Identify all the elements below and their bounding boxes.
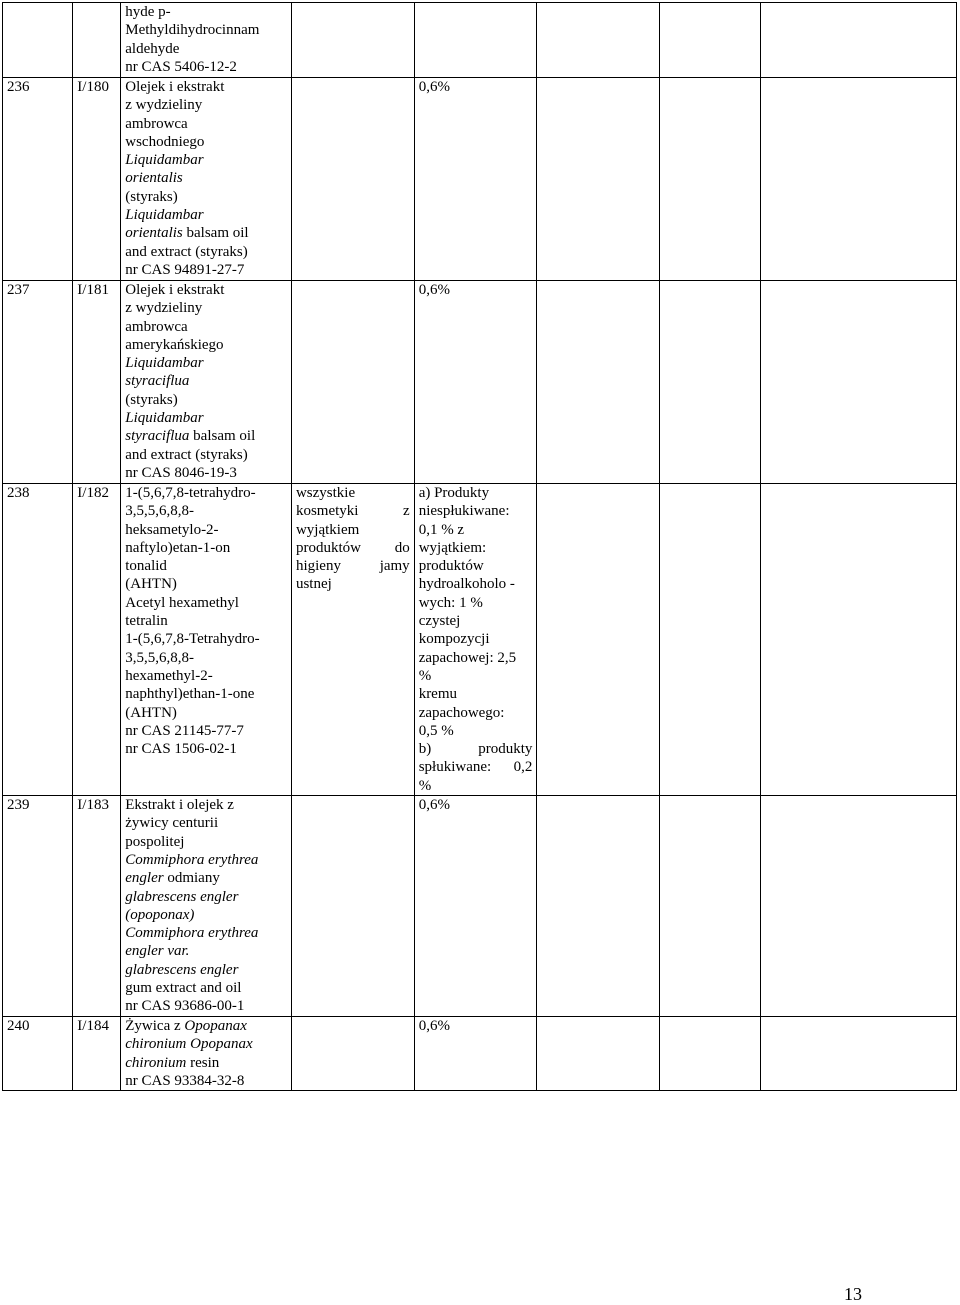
product-scope bbox=[291, 281, 414, 484]
max-concentration bbox=[414, 1017, 537, 1091]
substance-name bbox=[121, 484, 292, 796]
concentration-text: 0,5 % bbox=[418, 722, 454, 739]
substance-name-line bbox=[125, 851, 287, 869]
latin-name-text: orientalis bbox=[125, 170, 183, 187]
annex-reference bbox=[73, 78, 121, 281]
empty-cell bbox=[660, 1017, 760, 1091]
substance-name-line: hyde p- bbox=[125, 4, 171, 20]
name-text: heksametylo-2- bbox=[125, 521, 219, 538]
substance-name-line bbox=[125, 484, 287, 502]
substance-name-line bbox=[125, 446, 287, 464]
entry-number bbox=[3, 281, 73, 484]
concentration-line bbox=[419, 594, 533, 612]
name-text: odmiany bbox=[163, 870, 220, 887]
name-text: ambrowca bbox=[125, 318, 188, 335]
substance-name bbox=[121, 796, 292, 1017]
substance-name-line bbox=[125, 649, 287, 667]
concentration-text: % bbox=[418, 777, 432, 794]
name-text: 1-(5,6,7,8-tetrahydro- bbox=[125, 485, 256, 501]
entry-number bbox=[3, 1017, 73, 1091]
name-text: Acetyl hexamethyl bbox=[125, 594, 239, 611]
concentration-text: a) Produkty bbox=[418, 485, 490, 501]
substance-name-line bbox=[125, 685, 287, 703]
annex-reference bbox=[73, 484, 121, 796]
substance-name-line bbox=[125, 372, 287, 390]
substance-name bbox=[121, 281, 292, 484]
empty-cell bbox=[660, 78, 760, 281]
entry-number bbox=[3, 3, 73, 78]
concentration-text: kremu bbox=[418, 686, 458, 703]
concentration-text: kompozycji bbox=[418, 631, 490, 648]
empty-cell bbox=[660, 796, 760, 1017]
max-concentration bbox=[414, 78, 537, 281]
concentration-value: 0,6% bbox=[418, 797, 450, 814]
substance-name-line bbox=[125, 169, 287, 187]
concentration-line bbox=[419, 630, 533, 648]
latin-name-text: chironium Opopanax bbox=[125, 1036, 253, 1053]
substance-name bbox=[121, 1017, 292, 1091]
name-text: (styraks) bbox=[125, 188, 178, 205]
concentration-line bbox=[419, 575, 533, 593]
concentration-text: b) bbox=[418, 741, 432, 758]
page-number: 13 bbox=[844, 1284, 862, 1304]
name-text: and extract (styraks) bbox=[125, 446, 248, 463]
concentration-value: 0,6% bbox=[418, 79, 450, 95]
scope-word: do bbox=[394, 539, 410, 556]
substance-name-line bbox=[125, 630, 287, 648]
name-text: nr CAS 93384-32-8 bbox=[125, 1072, 245, 1089]
concentration-line bbox=[419, 758, 533, 776]
concentration-line bbox=[419, 484, 533, 502]
latin-name-text: Liquidambar bbox=[125, 355, 204, 372]
concentration-line bbox=[419, 685, 533, 703]
latin-name-text: Liquidambar bbox=[125, 410, 204, 427]
empty-cell bbox=[760, 796, 956, 1017]
empty-cell bbox=[760, 78, 956, 281]
name-text: hexamethyl-2- bbox=[125, 667, 213, 684]
max-concentration bbox=[414, 3, 537, 78]
name-text: Ekstrakt i olejek z bbox=[125, 797, 234, 814]
annex-reference bbox=[73, 796, 121, 1017]
empty-cell bbox=[660, 3, 760, 78]
substance-name-line bbox=[125, 833, 287, 851]
substance-name-line bbox=[125, 354, 287, 372]
substance-name-line bbox=[125, 133, 287, 151]
table-row bbox=[3, 3, 957, 78]
substance-name-line bbox=[125, 281, 287, 299]
empty-cell bbox=[537, 78, 660, 281]
latin-name-text: Liquidambar bbox=[125, 207, 204, 224]
max-concentration bbox=[414, 796, 537, 1017]
substance-name-line: nr CAS 5406-12-2 bbox=[125, 58, 237, 75]
name-text: (AHTN) bbox=[125, 704, 177, 721]
latin-name-text: Commiphora erythrea bbox=[125, 925, 259, 942]
substance-name-line bbox=[125, 796, 287, 814]
substance-name-line bbox=[125, 409, 287, 427]
scope-word: higieny bbox=[295, 558, 341, 575]
latin-name-text: engler var. bbox=[125, 943, 190, 960]
substance-name-line bbox=[125, 722, 287, 740]
empty-cell bbox=[537, 484, 660, 796]
table-row bbox=[3, 78, 957, 281]
substance-name-line bbox=[125, 521, 287, 539]
latin-name-text: glabrescens engler bbox=[125, 888, 239, 905]
substance-name-line bbox=[125, 612, 287, 630]
scope-word: kosmetyki bbox=[295, 503, 359, 520]
name-text: naphthyl)ethan-1-one bbox=[125, 686, 255, 703]
entry-number-text: 238 bbox=[7, 485, 30, 501]
substance-name-line bbox=[125, 740, 287, 758]
name-text: nr CAS 94891-27-7 bbox=[125, 261, 245, 278]
substance-name-line bbox=[125, 427, 287, 445]
product-scope bbox=[291, 78, 414, 281]
name-text: pospolitej bbox=[125, 833, 185, 850]
table-row bbox=[3, 1017, 957, 1091]
concentration-text: czystej bbox=[418, 613, 461, 630]
name-text: nr CAS 21145-77-7 bbox=[125, 722, 244, 739]
empty-cell bbox=[537, 1017, 660, 1091]
product-scope bbox=[291, 3, 414, 78]
substance-name-line bbox=[125, 997, 287, 1015]
concentration-line bbox=[419, 539, 533, 557]
substance-name-line bbox=[125, 336, 287, 354]
concentration-value: 0,6% bbox=[418, 282, 450, 298]
substance-name-line bbox=[125, 1072, 287, 1090]
substance-name-line bbox=[125, 575, 287, 593]
substance-name-line bbox=[125, 924, 287, 942]
empty-cell bbox=[760, 1017, 956, 1091]
concentration-line bbox=[419, 521, 533, 539]
substance-name-line bbox=[125, 557, 287, 575]
empty-cell bbox=[537, 281, 660, 484]
entry-number-text: 240 bbox=[7, 1018, 30, 1035]
name-text: and extract (styraks) bbox=[125, 243, 248, 260]
name-text: (AHTN) bbox=[125, 576, 177, 593]
entry-number-text: 237 bbox=[7, 282, 30, 298]
name-text: nr CAS 93686-00-1 bbox=[125, 998, 245, 1015]
name-text: naftylo)etan-1-on bbox=[125, 539, 231, 556]
concentration-text: wych: 1 % bbox=[418, 594, 483, 611]
concentration-text: hydroalkoholo - bbox=[418, 576, 515, 593]
substance-name-line bbox=[125, 1017, 287, 1035]
substance-name-line bbox=[125, 704, 287, 722]
substance-name-line bbox=[125, 869, 287, 887]
annex-reference-text: I/181 bbox=[77, 282, 109, 298]
substance-name-line bbox=[125, 464, 287, 482]
entry-number-text: 236 bbox=[7, 79, 30, 95]
substance-name-line: Methyldihydrocinnam bbox=[125, 22, 260, 39]
substance-name-line bbox=[125, 942, 287, 960]
scope-line bbox=[296, 502, 410, 520]
concentration-line bbox=[419, 777, 533, 795]
substance-name-line bbox=[125, 391, 287, 409]
annex-reference bbox=[73, 3, 121, 78]
annex-reference-text: I/184 bbox=[77, 1018, 109, 1035]
concentration-text: zapachowego: bbox=[418, 704, 505, 721]
scope-line bbox=[296, 521, 410, 539]
substance-name-line bbox=[125, 206, 287, 224]
substance-name-line: aldehyde bbox=[125, 40, 180, 57]
name-text: żywicy centurii bbox=[125, 815, 219, 832]
name-text: 1-(5,6,7,8-Tetrahydro- bbox=[125, 631, 260, 648]
concentration-text: zapachowej: 2,5 bbox=[418, 649, 517, 666]
latin-name-text: styraciflua bbox=[125, 373, 190, 390]
empty-cell bbox=[760, 484, 956, 796]
substance-name-line bbox=[125, 979, 287, 997]
concentration-line bbox=[419, 557, 533, 575]
max-concentration bbox=[414, 281, 537, 484]
empty-cell bbox=[660, 484, 760, 796]
concentration-line bbox=[419, 667, 533, 685]
annex-reference-text: I/180 bbox=[77, 79, 109, 95]
name-text: tetralin bbox=[125, 613, 168, 630]
scope-word: jamy bbox=[379, 558, 410, 575]
name-text: amerykańskiego bbox=[125, 336, 224, 353]
scope-line bbox=[296, 484, 410, 502]
substance-name-line bbox=[125, 151, 287, 169]
scope-word: z bbox=[403, 503, 410, 520]
substance-name-line bbox=[125, 906, 287, 924]
name-text: gum extract and oil bbox=[125, 980, 242, 997]
annex-reference-text: I/183 bbox=[77, 797, 109, 814]
concentration-text: 0,1 % z bbox=[418, 521, 465, 538]
concentration-line bbox=[419, 722, 533, 740]
scope-word: produktów bbox=[295, 539, 361, 556]
product-scope bbox=[291, 484, 414, 796]
concentration-value: 0,6% bbox=[418, 1018, 450, 1035]
name-text: tonalid bbox=[125, 558, 167, 575]
substance-name-line bbox=[125, 814, 287, 832]
scope-word: wyjątkiem bbox=[295, 521, 360, 538]
name-text: ambrowca bbox=[125, 115, 188, 132]
concentration-text: % bbox=[418, 667, 432, 684]
entry-number bbox=[3, 78, 73, 281]
substance-name-line bbox=[125, 115, 287, 133]
concentration-text: produktów bbox=[418, 558, 484, 575]
annex-reference-text: I/182 bbox=[77, 485, 109, 501]
substance-name bbox=[121, 78, 292, 281]
latin-name-text: Commiphora erythrea bbox=[125, 851, 259, 868]
substance-name-line bbox=[125, 188, 287, 206]
table-row bbox=[3, 281, 957, 484]
entry-number bbox=[3, 484, 73, 796]
product-scope bbox=[291, 796, 414, 1017]
latin-name-text: orientalis bbox=[125, 225, 183, 242]
concentration-line bbox=[419, 649, 533, 667]
scope-line bbox=[296, 557, 410, 575]
substance-name-line bbox=[125, 224, 287, 242]
substance-name-line bbox=[125, 539, 287, 557]
substance-table-body bbox=[3, 3, 957, 1091]
concentration-text: 0,2 bbox=[513, 759, 533, 776]
latin-name-text: chironium bbox=[125, 1054, 187, 1071]
entry-number bbox=[3, 796, 73, 1017]
name-text: Olejek i ekstrakt bbox=[125, 79, 225, 95]
product-scope bbox=[291, 1017, 414, 1091]
empty-cell bbox=[660, 281, 760, 484]
concentration-line bbox=[419, 704, 533, 722]
max-concentration bbox=[414, 484, 537, 796]
substance-name-line bbox=[125, 502, 287, 520]
substance-name-line bbox=[125, 1035, 287, 1053]
concentration-text: spłukiwane: bbox=[418, 759, 492, 776]
empty-cell bbox=[760, 3, 956, 78]
name-text: wschodniego bbox=[125, 133, 205, 150]
table-row bbox=[3, 796, 957, 1017]
concentration-text: produkty bbox=[478, 741, 533, 758]
table-row bbox=[3, 484, 957, 796]
substance-table bbox=[2, 2, 957, 1091]
name-text: 3,5,5,6,8,8- bbox=[125, 503, 194, 520]
substance-name-line bbox=[125, 78, 287, 96]
name-text: Olejek i ekstrakt bbox=[125, 282, 225, 298]
latin-name-text: engler bbox=[125, 870, 164, 887]
scope-line bbox=[296, 539, 410, 557]
latin-name-text: glabrescens engler bbox=[125, 961, 239, 978]
latin-name-text: Opopanax bbox=[184, 1018, 247, 1035]
empty-cell bbox=[760, 281, 956, 484]
name-text: z wydzieliny bbox=[125, 300, 203, 317]
substance-name-line bbox=[125, 961, 287, 979]
scope-word: ustnej bbox=[295, 576, 332, 593]
concentration-line bbox=[419, 612, 533, 630]
name-text: nr CAS 8046-19-3 bbox=[125, 464, 237, 481]
annex-reference bbox=[73, 1017, 121, 1091]
latin-name-text: styraciflua bbox=[125, 428, 190, 445]
name-text: Żywica z bbox=[125, 1018, 185, 1035]
concentration-line bbox=[419, 502, 533, 520]
substance-name-line bbox=[125, 318, 287, 336]
name-text: (styraks) bbox=[125, 391, 178, 408]
scope-word: wszystkie bbox=[295, 485, 356, 501]
latin-name-text: (opoponax) bbox=[125, 906, 195, 923]
name-text: nr CAS 1506-02-1 bbox=[125, 741, 237, 758]
name-text: z wydzieliny bbox=[125, 97, 203, 114]
substance-name-line bbox=[125, 888, 287, 906]
latin-name-text: Liquidambar bbox=[125, 152, 204, 169]
concentration-line bbox=[419, 740, 533, 758]
empty-cell bbox=[537, 3, 660, 78]
substance-name-line bbox=[125, 243, 287, 261]
name-text: resin bbox=[186, 1054, 220, 1071]
substance-name bbox=[121, 3, 292, 78]
substance-name-line bbox=[125, 594, 287, 612]
entry-number-text: 239 bbox=[7, 797, 30, 814]
concentration-text: wyjątkiem: bbox=[418, 539, 487, 556]
name-text: balsam oil bbox=[182, 225, 249, 242]
substance-name-line bbox=[125, 96, 287, 114]
concentration-text: niespłukiwane: bbox=[418, 503, 510, 520]
scope-line bbox=[296, 575, 410, 593]
annex-reference bbox=[73, 281, 121, 484]
substance-name-line bbox=[125, 1054, 287, 1072]
substance-name-line bbox=[125, 667, 287, 685]
empty-cell bbox=[537, 796, 660, 1017]
substance-name-line bbox=[125, 261, 287, 279]
name-text: balsam oil bbox=[189, 428, 256, 445]
name-text: 3,5,5,6,8,8- bbox=[125, 649, 194, 666]
substance-name-line bbox=[125, 299, 287, 317]
